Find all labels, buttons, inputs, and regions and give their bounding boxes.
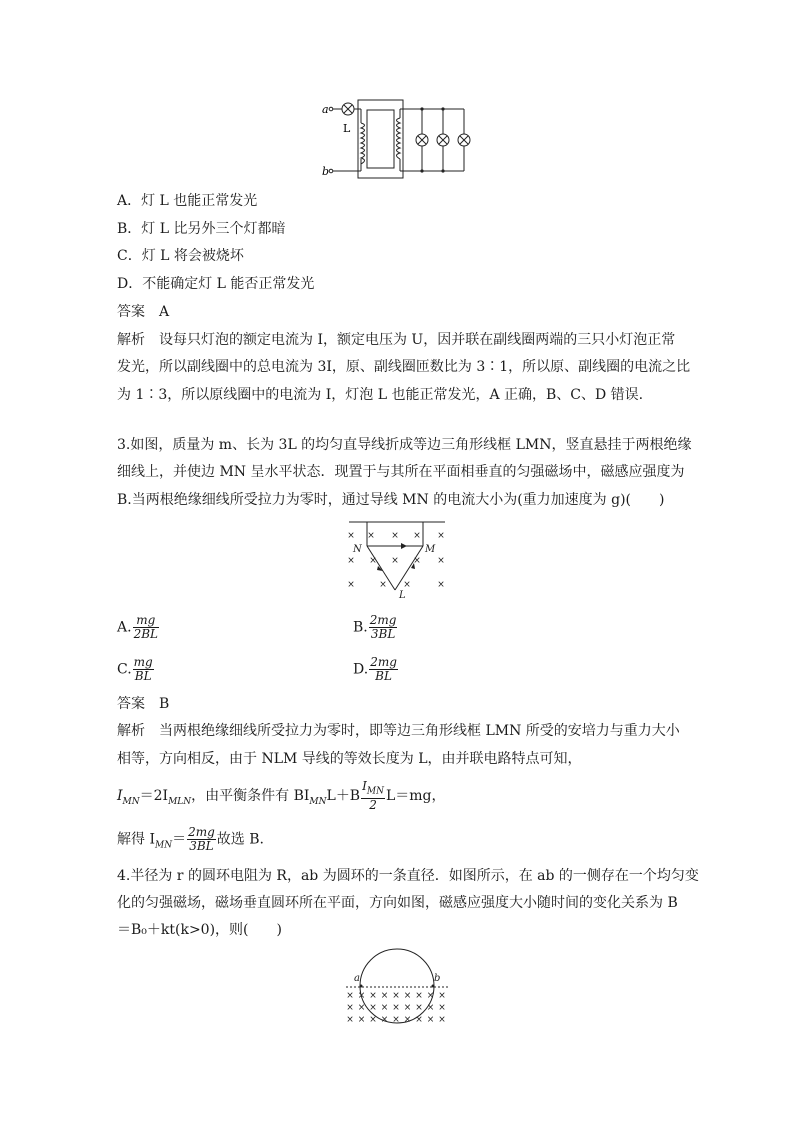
q2-analysis-line-3: 为 1∶3，所以原线圈中的电流为 I，灯泡 L 也能正常发光，A 正确，B、C、D 错误. (117, 387, 644, 403)
field-cross: × (347, 556, 355, 566)
field-cross: × (380, 1015, 389, 1025)
lamp-L-label: L (343, 122, 351, 135)
field-cross: × (357, 991, 366, 1001)
field-cross: × (413, 556, 421, 566)
field-cross: × (415, 1015, 423, 1025)
field-cross: × (426, 991, 435, 1001)
point-a-label: a (354, 973, 360, 984)
field-cross: × (403, 991, 412, 1001)
q3-answer: 答案 B (117, 696, 170, 712)
field-cross: × (413, 531, 421, 541)
triangle-frame-figure (345, 518, 449, 602)
vertex-N-label: N (353, 544, 362, 555)
field-cross: × (415, 1003, 423, 1013)
q2-answer: 答案 A (117, 304, 170, 320)
q3-equation-2: 解得 $I_{MN}=$ $\frac{2mg}{3BL}$ 故选 B. (117, 825, 264, 853)
q2-option-a: A．灯 L 也能正常发光 (117, 193, 258, 209)
field-cross: × (369, 1015, 377, 1025)
q3-option-a: A. $\frac{mg}{2BL}$ (117, 613, 158, 641)
field-cross: × (438, 1003, 446, 1013)
q2-option-d: D．不能确定灯 L 能否正常发光 (117, 276, 315, 292)
q3-stem-line-2: 细线上，并使边 MN 呈水平状态．现置于与其所在平面相垂直的匀强磁场中，磁感应强度为 (117, 464, 685, 480)
field-cross: × (391, 556, 399, 566)
q2-option-b: B．灯 L 比另外三个灯都暗 (117, 221, 286, 237)
field-cross: × (437, 531, 445, 541)
field-cross: × (438, 991, 446, 1001)
terminal-b-label: b (322, 165, 330, 178)
field-cross: × (346, 991, 354, 1001)
field-cross: × (367, 531, 375, 541)
vertex-M-label: M (425, 544, 436, 555)
field-cross: × (438, 1015, 446, 1025)
transformer-circuit-figure (318, 96, 474, 180)
field-cross: × (403, 580, 411, 590)
q3-option-b: B. $\frac{2mg}{3BL}$ (353, 613, 397, 641)
field-cross: × (347, 531, 355, 541)
q3-stem-line-3: B.当两根绝缘细线所受拉力为零时，通过导线 MN 的电流大小为(重力加速度为 g)( ) (117, 492, 665, 508)
q4-stem-line-3: ＝B₀＋kt(k>0)，则( ) (117, 922, 282, 938)
q2-option-c: C．灯 L 将会被烧坏 (117, 248, 244, 264)
q3-analysis-line-1: 解析 当两根绝缘细线所受拉力为零时，即等边三角形线框 LMN 所受的安培力与重力大小 (117, 723, 680, 739)
field-cross: × (380, 1003, 389, 1013)
field-cross: × (426, 1015, 435, 1025)
field-cross: × (415, 991, 423, 1001)
q3-analysis-line-2: 相等，方向相反，由于 NLM 导线的等效长度为 L，由并联电路特点可知， (117, 751, 582, 767)
field-cross: × (392, 1003, 400, 1013)
field-cross: × (357, 1015, 366, 1025)
field-cross: × (347, 580, 355, 590)
terminal-a-label: a (322, 103, 329, 116)
field-cross: × (346, 1003, 354, 1013)
q3-stem-line-1: 3.如图，质量为 m、长为 3L 的均匀直导线折成等边三角形线框 LMN，竖直悬挂于两根绝缘 (117, 437, 692, 453)
field-cross: × (403, 1003, 412, 1013)
q2-analysis-line-1: 解析 设每只灯泡的额定电流为 I，额定电压为 U，因并联在副线圈两端的三只小灯泡正常 (117, 332, 676, 348)
field-cross: × (437, 556, 445, 566)
field-cross: × (392, 991, 400, 1001)
point-b-label: b (434, 973, 441, 984)
field-cross: × (369, 1003, 377, 1013)
field-cross: × (391, 531, 399, 541)
field-cross: × (437, 580, 445, 590)
field-cross: × (379, 580, 387, 590)
q4-stem-line-1: 4.半径为 r 的圆环电阻为 R，ab 为圆环的一条直径．如图所示，在 ab 的一侧存在一个均匀变 (117, 868, 699, 884)
vertex-L-label: L (399, 590, 406, 601)
field-cross: × (403, 1015, 412, 1025)
field-cross: × (380, 991, 389, 1001)
q2-analysis-line-2: 发光，所以副线圈中的总电流为 3I，原、副线圈匝数比为 3∶1，所以原、副线圈的电流之比 (117, 359, 691, 375)
q3-equation-1: $I_{MN}=2I_{MLN}$，由平衡条件有 $BI_{MN}L+B$ $\frac{I_{MN}}{2}$ L＝mg， (117, 779, 446, 813)
q4-stem-line-2: 化的匀强磁场，磁场垂直圆环所在平面，方向如图，磁感应强度大小随时间的变化关系为 B (117, 895, 678, 911)
ring-field-figure (340, 948, 450, 1028)
field-cross: × (426, 1003, 435, 1013)
field-cross: × (346, 1015, 354, 1025)
field-cross: × (357, 1003, 366, 1013)
field-cross: × (369, 556, 377, 566)
field-cross: × (392, 1015, 400, 1025)
q3-option-c: C. $\frac{mg}{BL}$ (117, 655, 153, 683)
q3-option-d: D. $\frac{2mg}{BL}$ (353, 655, 397, 683)
field-cross: × (369, 991, 377, 1001)
